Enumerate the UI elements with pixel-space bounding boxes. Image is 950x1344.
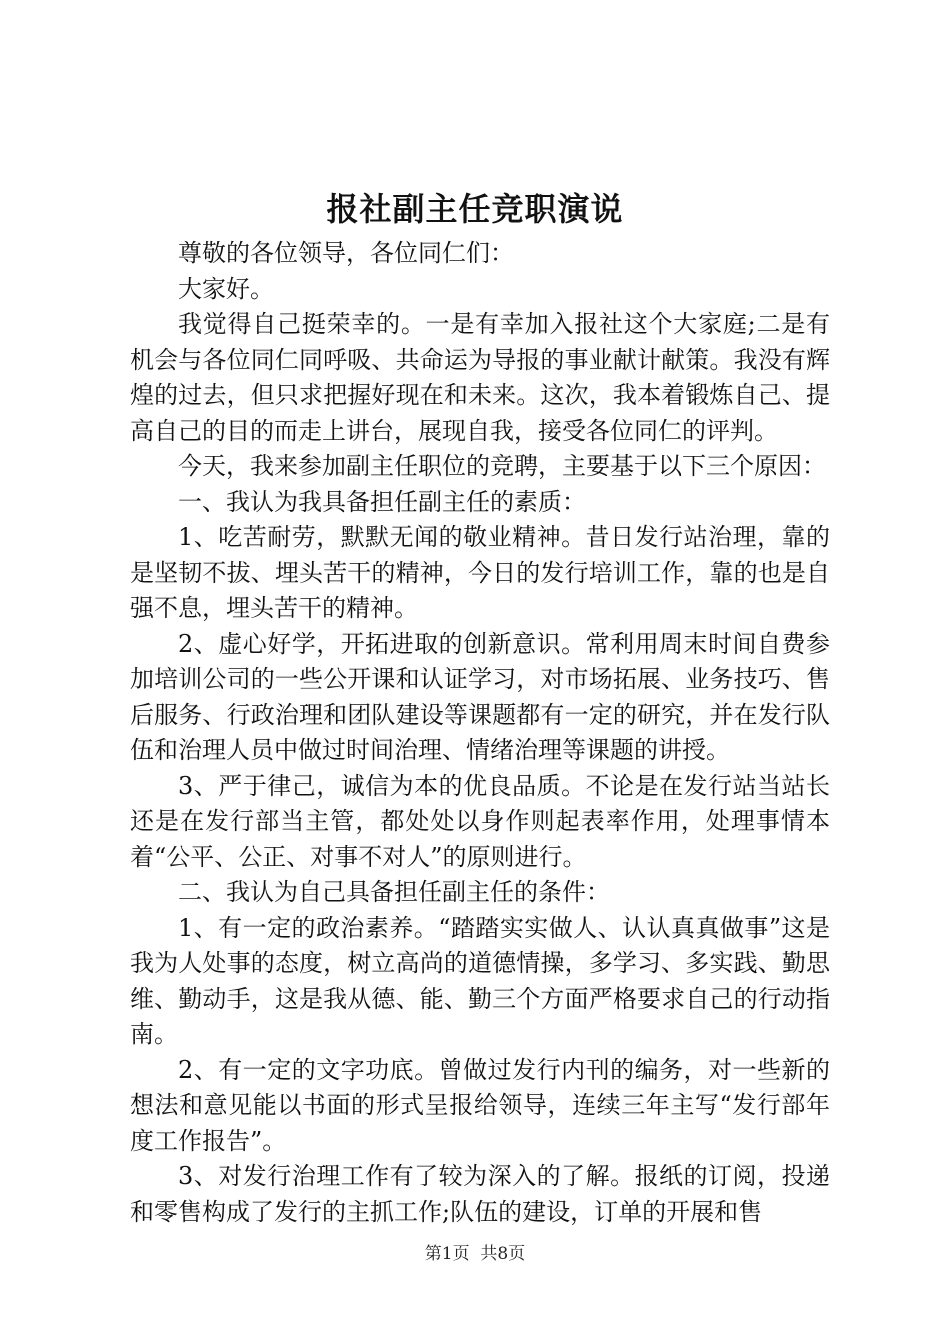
paragraph-condition-1: 1、有一定的政治素养。“踏踏实实做人、认认真真做事”这是我为人处事的态度，树立高尚的道德情操，多学习、多实践、勤思维、勤动手，这是我从德、能、勤三个方面严格要求自己的行动指南。 — [130, 913, 830, 1048]
page-footer — [0, 1242, 950, 1266]
paragraph-salutation: 尊敬的各位领导，各位同仁们： — [178, 239, 514, 267]
paragraph-section-two: 二、我认为自己具备担任副主任的条件： — [178, 878, 610, 906]
paragraph-quality-1: 1、吃苦耐劳，默默无闻的敬业精神。昔日发行站治理，靠的是坚韧不拔、埋头苦干的精神，今日的发行培训工作，靠的也是自强不息，埋头苦干的精神。 — [130, 523, 830, 622]
paragraph-intro: 我觉得自己挺荣幸的。一是有幸加入报社这个大家庭;二是有机会与各位同仁同呼吸、共命运为导报的事业献计献策。我没有辉煌的过去，但只求把握好现在和未来。这次，我本着锻炼自己、提高自己的目的而走上讲台，展现自我，接受各位同仁的评判。 — [130, 310, 830, 445]
paragraph-section-one: 一、我认为我具备担任副主任的素质： — [178, 487, 586, 516]
paragraph-condition-2: 2、有一定的文字功底。曾做过发行内刊的编务，对一些新的想法和意见能以书面的形式呈报给领导，连续三年主写“发行部年度工作报告”。 — [130, 1055, 830, 1155]
document-body — [130, 236, 830, 1230]
paragraph-reasons: 今天，我来参加副主任职位的竞聘，主要基于以下三个原因： — [178, 452, 826, 480]
document-title: 报社副主任竞职演说 — [326, 190, 624, 228]
paragraph-condition-3: 3、对发行治理工作有了较为深入的了解。报纸的订阅，投递和零售构成了发行的主抓工作;队伍的建设，订单的开展和售 — [130, 1162, 830, 1226]
page-number: 第1页 — [424, 1244, 470, 1264]
paragraph-quality-2: 2、虚心好学，开拓进取的创新意识。常利用周末时间自费参加培训公司的一些公开课和认证学习，对市场拓展、业务技巧、售后服务、行政治理和团队建设等课题都有一定的研究，并在发行队伍和治理人员中做过时间治理、情绪治理等课题的讲授。 — [130, 629, 830, 764]
paragraph-quality-3: 3、严于律己，诚信为本的优良品质。不论是在发行站当站长还是在发行部当主管，都处处以身作则起表率作用，处理事情本着“公平、公正、对事不对人”的原则进行。 — [130, 771, 830, 871]
paragraph-greeting: 大家好。 — [178, 274, 274, 303]
page-total: 共8页 — [480, 1244, 526, 1264]
